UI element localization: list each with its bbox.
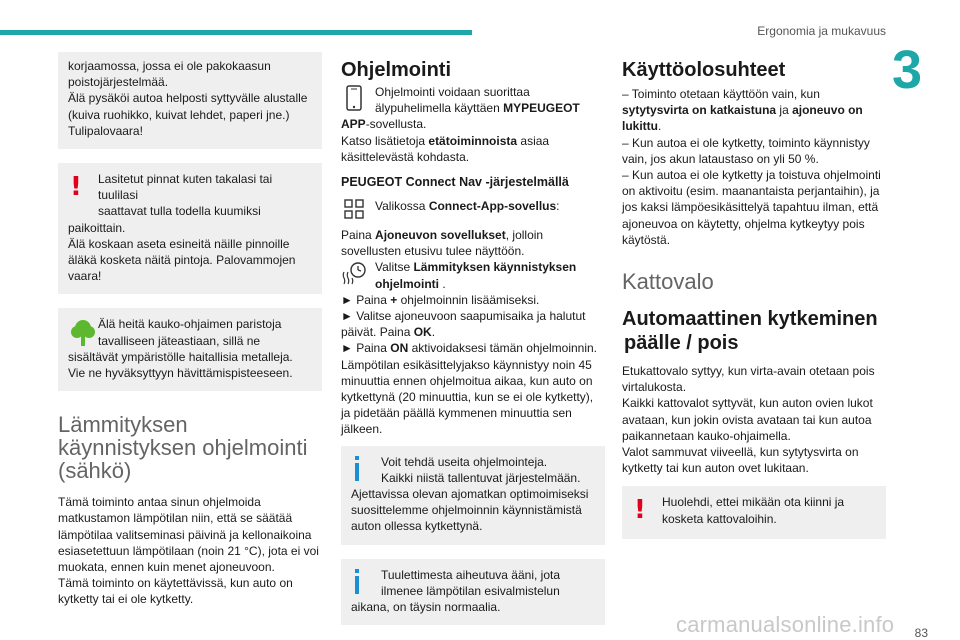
body-line: Kaikki kattovalot syttyvät, kun auton ovien lukot <box>622 396 873 411</box>
note-line: (kuiva ruohikko, kuivat lehdet, paperi jne.) <box>68 107 290 122</box>
conditions-heading: Käyttöolosuhteet <box>622 59 786 81</box>
note-line: Älä koskaan aseta esineitä näille pinnoille <box>68 236 290 251</box>
warning-note-light <box>622 486 886 538</box>
step-heating-programming <box>341 259 605 291</box>
column-2 <box>341 52 605 639</box>
text-run: päivät. Paina <box>341 325 414 340</box>
chapter-number: 3 <box>892 40 923 100</box>
continued-note <box>58 52 322 149</box>
note-line: aikana, on täysin normaalia. <box>351 600 501 615</box>
note-line: poistojärjestelmää. <box>68 75 169 90</box>
menu-name: Lämmityksen käynnistyksen <box>413 260 577 275</box>
body-line: vain, jos akun lataustaso on yli 50 %. <box>622 151 819 166</box>
programming-intro <box>341 84 605 116</box>
emphasis: + <box>390 292 398 307</box>
menu-name: ohjelmointi <box>375 276 439 291</box>
text-run: , jolloin <box>505 228 544 243</box>
text-run: asiaa <box>517 133 550 148</box>
heading-line: Automaattinen kytkeminen <box>622 308 878 331</box>
text-run: . <box>431 325 436 340</box>
text-run: ja <box>776 103 793 118</box>
body-line: Tämä toiminto antaa sinun ohjelmoida <box>58 495 261 510</box>
section-title: Ergonomia ja mukavuus <box>757 24 886 38</box>
note-line: Voit tehdä useita ohjelmointeja. <box>381 454 548 469</box>
note-line: Vie ne hyväksyttyyn hävittämispisteeseen. <box>68 366 293 381</box>
body-line <box>341 133 605 149</box>
body-line <box>622 118 886 134</box>
info-note-multiple <box>341 446 605 545</box>
note-line: sisältävät ympäristölle haitallisia metalleja. <box>68 349 293 364</box>
body-line <box>622 102 886 118</box>
body-line <box>375 100 580 116</box>
info-note-fan <box>341 559 605 626</box>
menu-name: Connect-App-sovellus <box>428 199 557 214</box>
header-accent-bar <box>0 30 472 35</box>
info-icon <box>353 569 377 599</box>
step-line: Lämpötilan esikäsittelyjakso käynnistyy noin 45 <box>341 357 592 372</box>
note-line: äläkä kosketa näitä pintoja. Palovammojen <box>68 253 296 268</box>
step-line: kytkettynä (20 minuuttia, kun se ei ole kytketty), <box>341 390 594 405</box>
body-line: käytöstä. <box>622 232 671 247</box>
body-line: – Kun autoa ei ole kytketty, toiminto käynnistyy <box>622 135 870 150</box>
text-run: -sovellusta. <box>365 117 427 132</box>
step-line <box>341 324 605 340</box>
heating-programming-body <box>58 494 322 607</box>
body-line: – Toiminto otetaan käyttöön vain, kun <box>622 87 820 101</box>
note-line: Kaikki niistä tallentuvat järjestelmään. <box>381 470 581 485</box>
column-1 <box>58 52 322 608</box>
heading-line: käynnistyksen ohjelmointi <box>58 435 308 461</box>
body-line <box>341 116 605 132</box>
text-run: Valitse <box>375 260 414 275</box>
note-line: korjaamossa, jossa ei ole pakokaasun <box>68 59 271 73</box>
app-name: MYPEUGEOT <box>503 101 580 116</box>
exclamation-icon: ! <box>634 495 646 526</box>
conditions-body <box>622 86 886 248</box>
step-line: ja pidetään päällä kymmenen minuuttia sen <box>341 406 572 421</box>
text-run: aktivoidaksesi tämän ohjelmoinnin. <box>408 341 598 356</box>
body-line: käsittelevästä kohdasta. <box>341 149 470 164</box>
menu-name: Ajoneuvon sovellukset <box>375 228 506 243</box>
body-line: matkustamon lämpötilan niin, että se säätää <box>58 511 293 526</box>
step-line <box>341 292 605 308</box>
body-line: kytketty tai ei ole kytketty. <box>58 592 194 607</box>
note-line: saattavat tulla todella kuumiksi <box>98 204 261 219</box>
smartphone-icon <box>341 84 367 112</box>
note-line: paikoittain. <box>68 220 126 235</box>
body-line: muokata, ennen kuin menet ajoneuvoon. <box>58 560 275 575</box>
text-run: Paina <box>341 228 376 243</box>
step-line <box>341 340 605 356</box>
note-line: Huolehdi, ettei mikään ota kiinni ja <box>662 495 845 510</box>
info-icon <box>353 456 377 486</box>
heading-line: päälle / pois <box>624 332 739 355</box>
note-line: ilmenee lämpötilan esivalmistelun <box>381 583 560 598</box>
note-line: Älä heitä kauko-ohjaimen paristoja <box>98 317 282 332</box>
step-line: minuuttia ennen ohjelmoitua aikaa, kun auto on <box>341 373 593 388</box>
emphasis: ON <box>390 341 409 356</box>
page-number: 83 <box>914 626 928 640</box>
tree-icon <box>70 318 94 348</box>
text-run: . <box>439 276 446 291</box>
auto-switch-heading <box>622 307 886 355</box>
body-line <box>375 276 576 292</box>
note-line: Tulipalovaara! <box>68 123 143 138</box>
body-line: Tämä toiminto on käytettävissä, kun auto on <box>58 576 293 591</box>
heading-line: Lämmityksen <box>58 412 188 438</box>
emphasis: ajoneuvo on <box>792 103 863 118</box>
heating-programming-heading <box>58 413 322 482</box>
body-line: – Kun autoa ei ole kytketty ja toistuva ohjelmointi <box>622 168 881 183</box>
body-line <box>375 259 576 275</box>
heating-schedule-icon <box>341 259 367 287</box>
text-run: Katso lisätietoja <box>341 133 429 148</box>
note-line: auton ollessa kytkettynä. <box>351 519 483 534</box>
body-line: Valot sammuvat viiveellä, kun sytytysvirta on <box>622 445 859 460</box>
body-line: avataan, kun jokin ovista avataan tai kun autoa <box>622 412 872 427</box>
exclamation-icon: ! <box>70 172 82 203</box>
body-line: Ohjelmointi voidaan suorittaa <box>375 85 530 99</box>
apps-grid-icon <box>341 195 367 223</box>
body-line: paikannetaan kauko-ohjaimella. <box>622 428 791 443</box>
note-line: vaara! <box>68 269 102 284</box>
courtesy-light-heading: Kattovalo <box>622 269 714 295</box>
text-run: . <box>658 119 662 134</box>
note-line: kosketa kattovaloihin. <box>662 511 777 526</box>
step-line: ► Valitse ajoneuvoon saapumisaika ja halutut <box>341 309 586 324</box>
note-line: Älä pysäköi autoa helposti syttyvälle alustalle <box>68 91 308 106</box>
body-line: lämpötilaa valitseminasi päivinä ja kellonaikoina <box>58 527 312 542</box>
text-run: älypuhelimella käyttäen <box>375 101 504 116</box>
programming-heading: Ohjelmointi <box>341 59 451 81</box>
body-line: on aktivoitu (esim. maanantaista perjantaihin), ja <box>622 184 880 199</box>
body-line <box>341 227 605 243</box>
emphasis: etätoiminnoista <box>428 133 518 148</box>
warning-note-glass <box>58 163 322 294</box>
heading-line: (sähkö) <box>58 458 132 484</box>
step-connect-app <box>341 195 605 223</box>
body-line: kytketty tai kun auton ovet lukitaan. <box>622 461 809 476</box>
body-line: jos kaksi lämpöesikäsittelyä tapahtuu ilman, että <box>622 200 879 215</box>
note-line: Lasitetut pinnat kuten takalasi tai tuulilasi <box>98 172 273 203</box>
emphasis: lukittu <box>622 119 658 134</box>
note-line: Ajettavissa olevan ajomatkan optimoimiseksi <box>351 487 589 502</box>
body-line: ajoneuvoa on käytetty, ohjelma kytkeytyy pois <box>622 216 865 231</box>
text-run: ► Paina <box>341 341 391 356</box>
note-line: Tuulettimesta aiheutuva ääni, jota <box>381 567 560 582</box>
procedure-steps <box>341 292 605 438</box>
body-line: sovellusten etusivu tulee näyttöön. <box>341 244 525 259</box>
column-3 <box>622 52 886 553</box>
text-run: Valikossa <box>375 199 429 214</box>
body-line <box>375 195 560 214</box>
step-line: jälkeen. <box>341 422 383 437</box>
connect-nav-subheading: PEUGEOT Connect Nav -järjestelmällä <box>341 175 569 190</box>
text-run: ► Paina <box>341 292 391 307</box>
app-name: APP <box>341 117 366 132</box>
text-run: ohjelmoinnin lisäämiseksi. <box>397 292 540 307</box>
emphasis: sytytysvirta on katkaistuna <box>622 103 777 118</box>
watermark: carmanualsonline.info <box>676 612 895 637</box>
body-line: esiasetettuun lämpötilaan (noin 21 °C), jota ei voi <box>58 543 319 558</box>
emphasis: OK <box>413 325 432 340</box>
note-line: suosittelemme ohjelmoinnin käynnistämistä <box>351 503 582 518</box>
body-line: virtalukosta. <box>622 380 687 395</box>
eco-note <box>58 308 322 391</box>
body-line: Etukattovalo syttyy, kun virta-avain otetaan pois <box>622 364 875 379</box>
courtesy-light-body <box>622 363 886 476</box>
text-run: : <box>556 199 560 214</box>
note-line: tavalliseen jäteastiaan, sillä ne <box>98 333 261 348</box>
